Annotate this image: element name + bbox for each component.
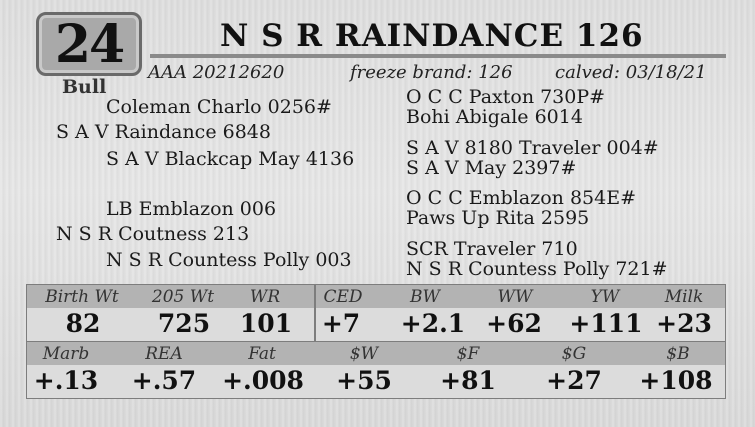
value-birth-wt: 82 xyxy=(65,309,101,338)
header-wr: WR xyxy=(249,287,281,307)
sire-sire: Coleman Charlo 0256# xyxy=(106,96,332,118)
epd-table xyxy=(26,284,726,399)
header-ced: CED xyxy=(323,287,363,307)
header-yw: YW xyxy=(590,287,620,307)
value-milk: +23 xyxy=(656,309,712,338)
header-fat: Fat xyxy=(248,344,276,364)
sire-dam-sire: S A V 8180 Traveler 004# xyxy=(406,137,659,159)
value-wr: 101 xyxy=(239,309,293,338)
title-divider xyxy=(150,54,726,58)
row-divider xyxy=(27,341,725,342)
registration-number: AAA 20212620 xyxy=(148,62,285,83)
header-marb: Marb xyxy=(42,344,90,364)
sire-sire-dam: Bohi Abigale 6014 xyxy=(406,106,583,128)
value-yw: +111 xyxy=(569,309,643,338)
dam-sire-sire: O C C Emblazon 854E# xyxy=(406,187,637,209)
freeze-brand: freeze brand: 126 xyxy=(350,62,513,83)
dam-sire-dam: Paws Up Rita 2595 xyxy=(406,207,590,229)
dam-dam: N S R Countess Polly 003 xyxy=(106,249,352,271)
value-fat: +.008 xyxy=(222,366,304,395)
value-205-wt: 725 xyxy=(157,309,211,338)
header-ww: WW xyxy=(497,287,533,307)
value-ced: +7 xyxy=(321,309,361,338)
sire-sire-sire: O C C Paxton 730P# xyxy=(406,86,606,108)
value-marb: +.13 xyxy=(33,366,99,395)
header-dollar-w: $W xyxy=(349,344,379,364)
lot-number-badge xyxy=(36,12,142,76)
sex-label: Bull xyxy=(62,76,107,98)
sire: S A V Raindance 6848 xyxy=(56,121,271,143)
dam-dam-dam: N S R Countess Polly 721# xyxy=(406,258,668,280)
value-bw: +2.1 xyxy=(400,309,466,338)
header-205-wt: 205 Wt xyxy=(151,287,215,307)
lot-number: 24 xyxy=(54,14,124,75)
header-dollar-b: $B xyxy=(666,344,690,364)
header-milk: Milk xyxy=(664,287,704,307)
header-rea: REA xyxy=(145,344,183,364)
value-ww: +62 xyxy=(486,309,542,338)
value-dollar-f: +81 xyxy=(440,366,496,395)
dam-dam-sire: SCR Traveler 710 xyxy=(406,238,578,260)
value-dollar-g: +27 xyxy=(546,366,602,395)
header-bw: BW xyxy=(410,287,440,307)
calved-date: calved: 03/18/21 xyxy=(555,62,707,83)
value-dollar-w: +55 xyxy=(336,366,392,395)
header-dollar-f: $F xyxy=(456,344,480,364)
animal-name: N S R RAINDANCE 126 xyxy=(220,18,644,54)
header-dollar-g: $G xyxy=(561,344,587,364)
sire-dam: S A V Blackcap May 4136 xyxy=(106,148,355,170)
dam-sire: LB Emblazon 006 xyxy=(106,198,277,220)
value-dollar-b: +108 xyxy=(639,366,713,395)
sire-dam-dam: S A V May 2397# xyxy=(406,157,577,179)
dam: N S R Coutness 213 xyxy=(56,223,250,245)
value-rea: +.57 xyxy=(131,366,197,395)
header-birth-wt: Birth Wt xyxy=(45,287,119,307)
